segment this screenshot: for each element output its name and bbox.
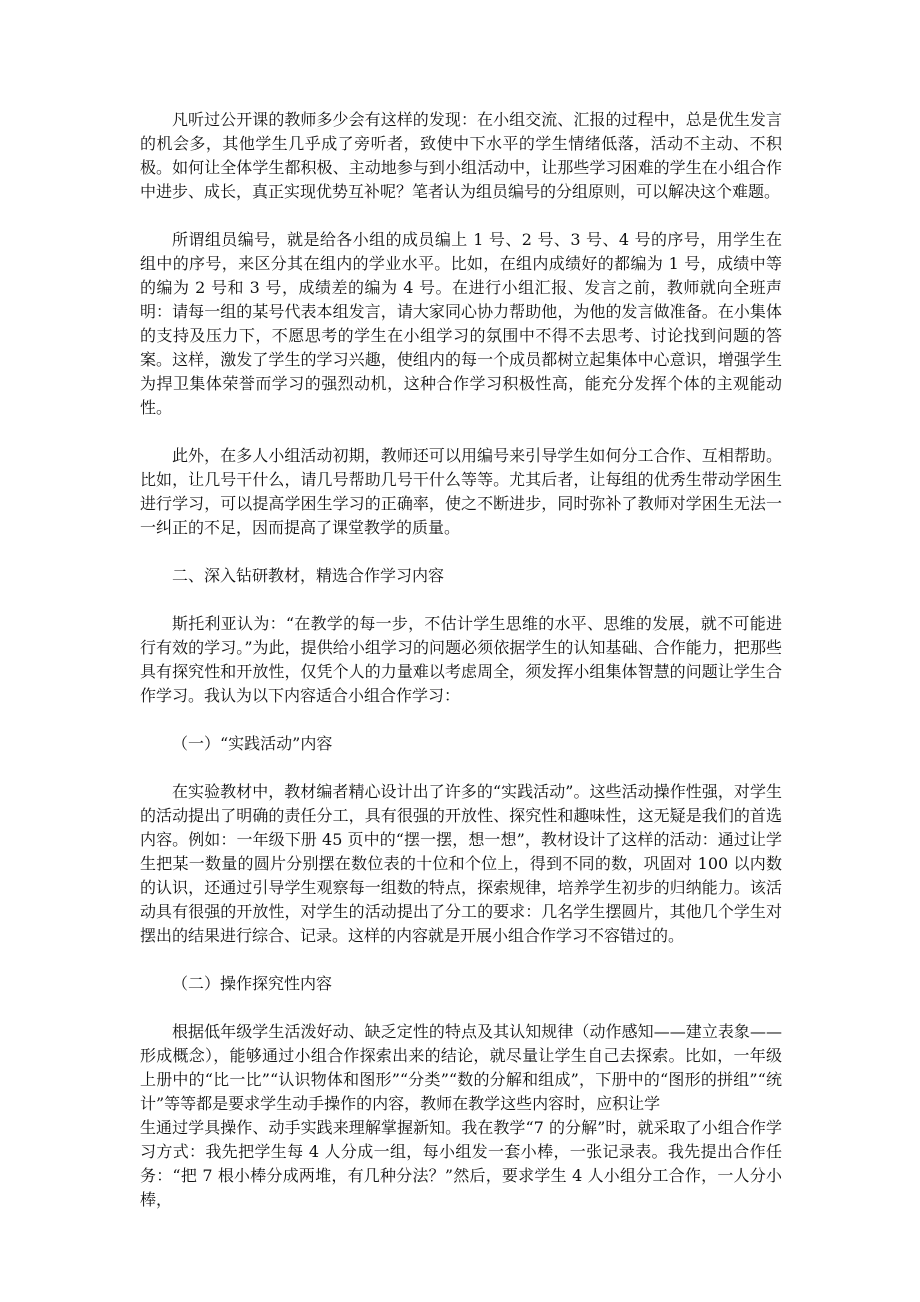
paragraph-5: 在实验教材中，教材编者精心设计出了许多的“实践活动”。这些活动操作性强，对学生的活动提出了明确的责任分工，具有很强的开放性、探究性和趣味性，这无疑是我们的首选内容。例如：一年级下册 45 页中的“摆一摆，想一想”，教材设计了这样的活动：通过让学生把某一数量的圆片分别摆在数位表的十位和个位上，得到不同的数，巩固对 100 以内数的认识，还通过引导学生观察每一组数的特点，探索规律，培养学生初步的归纳能力。该活动具有很强的开放性，对学生的活动提出了分工的要求：几名学生摆圆片，其他几个学生对摆出的结果进行综合、记录。这样的内容就是开展小组合作学习不容错过的。 (140, 782, 782, 945)
section-heading-2: 二、深入钻研教材，精选合作学习内容 (172, 566, 445, 585)
paragraph-4: 斯托利亚认为：“在教学的每一步，不估计学生思维的水平、思维的发展，就不可能进行有效的学习。”为此，提供给小组学习的问题必须依据学生的认知基础、合作能力，把那些具有探究性和开放性，仅凭个人的力量难以考虑周全，须发挥小组集体智慧的问题让学生合作学习。我认为以下内容适合小组合作学习： (140, 614, 782, 705)
paragraph-2: 所谓组员编号，就是给各小组的成员编上 1 号、2 号、3 号、4 号的序号，用学生在组中的序号，来区分其在组内的学业水平。比如，在组内成绩好的都编为 1 号，成绩中等的编为 2 号和 3 号，成绩差的编为 4 号。在进行小组汇报、发言之前，教师就向全班声明：请每一组的某号代表本组发言，请大家同心协力帮助他，为他的发言做准备。在小集体的支持及压力下，不愿思考的学生在小组学习的氛围中不得不去思考、讨论找到问题的答案。这样，激发了学生的学习兴趣，使组内的每一个成员都树立起集体中心意识，增强学生为捍卫集体荣誉而学习的强烈动机，这种合作学习积极性高，能充分发挥个体的主观能动性。 (140, 230, 782, 417)
document-page (140, 108, 782, 1212)
paragraph-6: 根据低年级学生活泼好动、缺乏定性的特点及其认知规律（动作感知——建立表象——形成概念），能够通过小组合作探索出来的结论，就尽量让学生自己去探索。比如，一年级上册中的“比一比”“认识物体和图形”“分类”“数的分解和组成”，下册中的“图形的拼组”“统计”等等都是要求学生动手操作的内容，教师在教学这些内容时，应积让学 (140, 1022, 782, 1113)
subsection-heading-1: （一）“实践活动”内容 (172, 734, 333, 753)
paragraph-3: 此外，在多人小组活动初期，教师还可以用编号来引导学生如何分工合作、互相帮助。比如，让几号干什么，请几号帮助几号干什么等等。尤其后者，让每组的优秀生带动学困生进行学习，可以提高学困生学习的正确率，使之不断进步，同时弥补了教师对学困生无法一一纠正的不足，因而提高了课堂教学的质量。 (140, 446, 782, 537)
paragraph-1: 凡听过公开课的教师多少会有这样的发现：在小组交流、汇报的过程中，总是优生发言的机会多，其他学生几乎成了旁听者，致使中下水平的学生情绪低落，活动不主动、不积极。如何让全体学生都积极、主动地参与到小组活动中，让那些学习困难的学生在小组合作中进步、成长，真正实现优势互补呢？笔者认为组员编号的分组原则，可以解决这个难题。 (140, 110, 782, 201)
paragraph-6-continued: 生通过学具操作、动手实践来理解掌握新知。我在教学“7 的分解”时，就采取了小组合作学习方式：我先把学生每 4 人分成一组，每小组发一套小棒，一张记录表。我先提出合作任务：“把 7 根小棒分成两堆，有几种分法？”然后，要求学生 4 人小组分工合作，一人分小棒， (140, 1118, 782, 1209)
subsection-heading-2: （二）操作探究性内容 (172, 974, 333, 993)
